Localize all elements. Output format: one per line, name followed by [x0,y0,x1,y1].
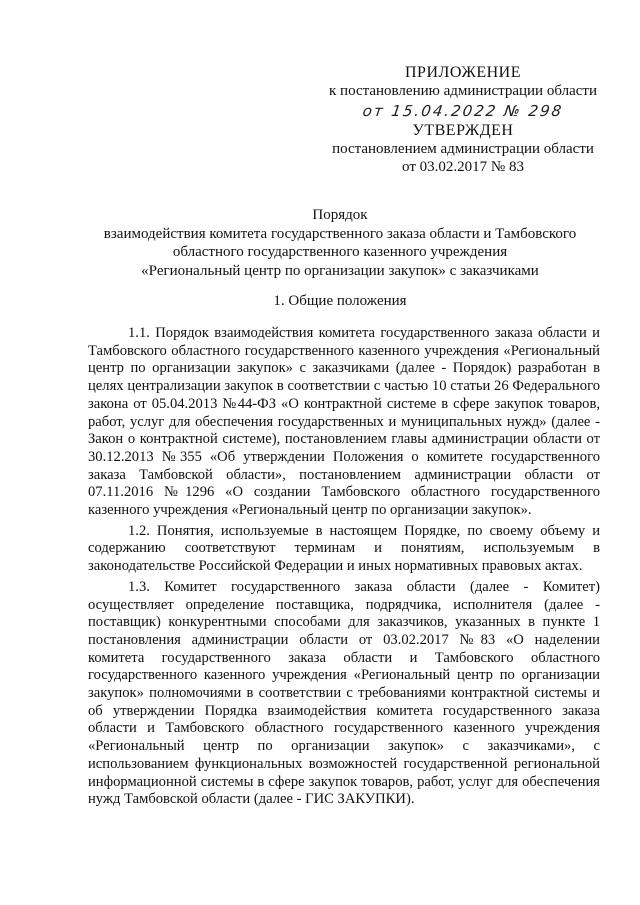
title-line-3: областного государственного казенного учреждения [172,244,508,260]
paragraph-1-1: 1.1. Порядок взаимодействия комитета государственного заказа области и Тамбовского областного государственного казенного учреждения «Региональный центр по организации закупок» с заказчиками (далее - Порядок) разработан в целях централизации закупок в соответствии с частью 10 статьи 26 Федерального закона от 05.04.2013 №44-ФЗ «О контрактной системе в сфере закупок товаров, работ, услуг для обеспечения государственных и муниципальных нужд» (далее - Закон о контрактной системе), постановлением главы администрации области от 30.12.2013 №355 «Об утверждении Положения о комитете государственного заказа Тамбовской области», постановлением администрации области от 07.11.2016 №1296 «О создании Тамбовского областного государственного казенного учреждения «Региональный центр по организации закупок». [88,325,600,519]
section-heading: 1. Общие положения [273,293,407,309]
title-line-4: «Региональный центр по организации закупок» с заказчиками [141,262,539,279]
title-line-2: взаимодействия комитета государственного заказа области и Тамбовского [103,225,577,242]
approved-date-line: от 03.02.2017 № 83 [402,159,524,175]
title-line-1: Порядок [312,207,368,223]
to-resolution-line: к постановлению администрации области [329,83,597,99]
appendix-label: ПРИЛОЖЕНИЕ [404,64,521,81]
document-title [80,206,600,280]
approved-by-line: постановлением администрации области [332,141,594,157]
approval-header [318,64,608,176]
paragraph-1-3: 1.3. Комитет государственного заказа области (далее - Комитет) осуществляет определение поставщика, подрядчика, исполнителя (далее - поставщик) конкурентными способами для заказчиков, указанных в пункте 1 постановления администрации области от 03.02.2017 №83 «О наделении комитета государственного заказа области и Тамбовского областного государственного казенного учреждения «Региональный центр по организации закупок» полномочиями в соответствии с требованиями контрактной системы и об утверждении Порядка взаимодействия комитета государственного заказа области и Тамбовского областного государственного казенного учреждения «Региональный центр по организации закупок» с заказчиками», с использованием функциональных возможностей государственной региональной информационной системы в сфере закупок товаров, работ, услуг для обеспечения нужд Тамбовской области (далее - ГИС ЗАКУПКИ). [88,578,600,808]
document-body [88,325,600,812]
handwritten-date-number: от 15.04.2022 № 298 [361,102,565,120]
paragraph-1-2: 1.2. Понятия, используемые в настоящем Порядке, по своему объему и содержанию соответствуют терминам и понятиям, используемым в законодательстве Российской Федерации и иных нормативных правовых актах. [88,522,600,575]
approved-label: УТВЕРЖДЕН [412,122,514,139]
